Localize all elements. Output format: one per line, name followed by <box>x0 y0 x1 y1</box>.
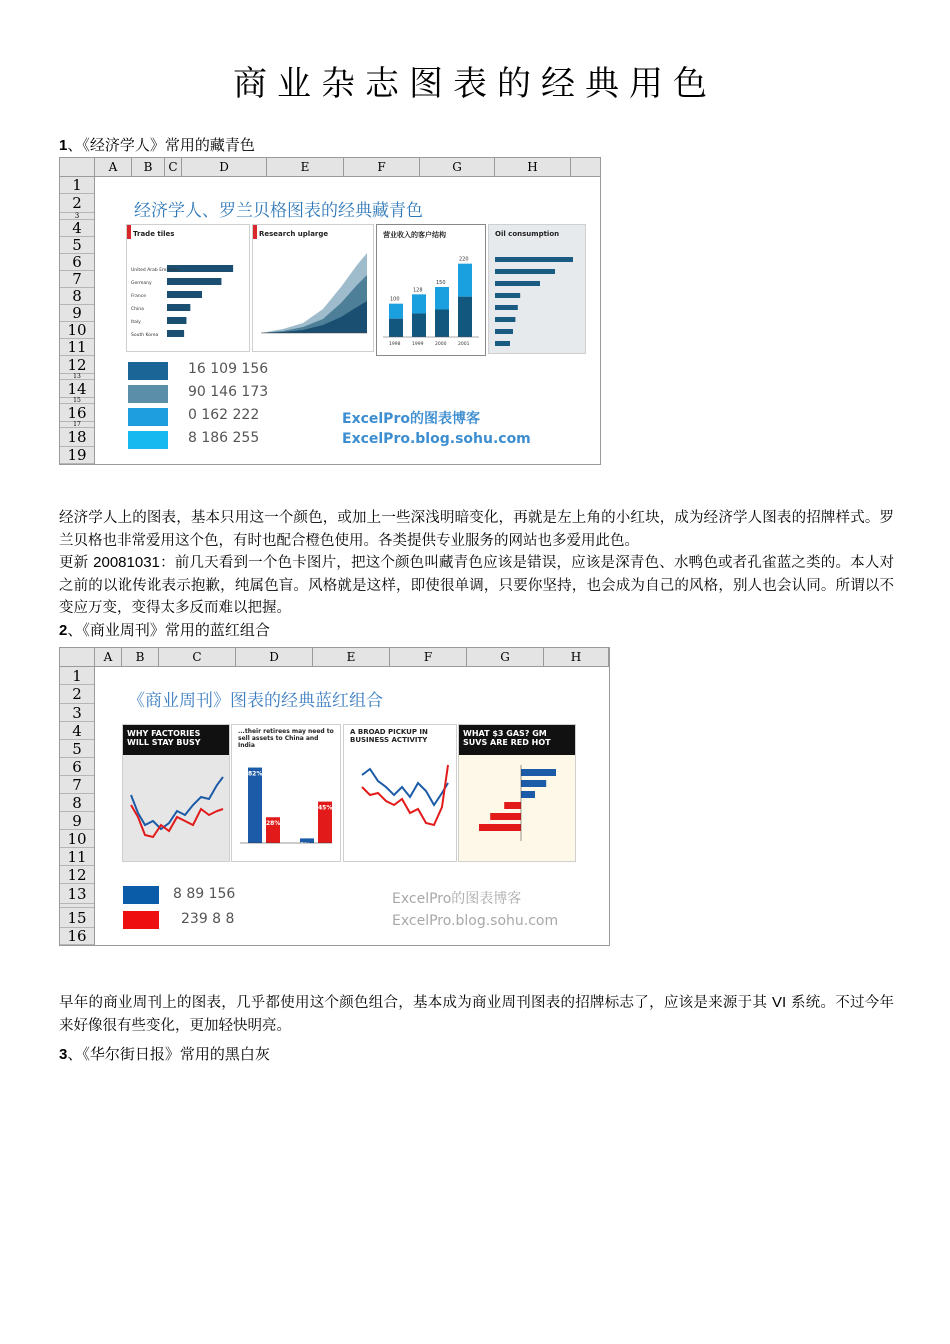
page-title: 商业杂志图表的经典用色 <box>233 64 717 104</box>
oil-bar <box>495 269 555 274</box>
bar-value: 82% <box>248 770 263 778</box>
color-swatch <box>128 385 168 403</box>
thumbnail-title: Oil consumption <box>495 230 560 238</box>
suv-bar <box>521 791 535 798</box>
column-top <box>412 294 426 313</box>
watermark-blog-name: ExcelPro的图表博客 <box>392 891 522 907</box>
bar-value: 5% <box>300 841 311 849</box>
thumbnail-title: Research uplarge <box>259 230 329 238</box>
column-top <box>389 304 403 319</box>
column-label: 2001 <box>458 342 470 347</box>
column-value: 150 <box>436 280 446 286</box>
oil-bars <box>489 225 585 353</box>
column-bottom <box>389 319 403 337</box>
color-swatch <box>128 431 168 449</box>
oil-bar <box>495 341 510 346</box>
trade-bar <box>167 304 190 311</box>
column-header: G <box>420 158 495 176</box>
column-header: B <box>122 648 159 666</box>
swatch-rgb-label: 8 186 255 <box>188 430 260 446</box>
update-date: 20081031 <box>93 554 160 571</box>
row-header: 19 <box>60 447 94 464</box>
section-title: 、《商业周刊》常用的蓝红组合 <box>67 621 270 639</box>
oil-bar <box>495 305 518 310</box>
oil-bar <box>495 293 520 298</box>
trade-bar <box>167 278 221 285</box>
row-header: 3 <box>60 213 94 220</box>
column-header-row <box>60 648 609 667</box>
oil-bar <box>495 317 515 322</box>
bar-value: 45% <box>318 804 333 812</box>
suv-bar <box>490 813 521 820</box>
thumbnail-title: ...their retirees may need to sell assets to China and India <box>238 728 334 749</box>
color-swatch <box>123 911 159 929</box>
column-bottom <box>435 310 449 338</box>
paragraph-text: 早年的商业周刊上的图表，几乎都使用这个颜色组合，基本成为商业周刊图表的招牌标志了，应该是来源于其 <box>59 995 772 1011</box>
column-value: 128 <box>413 287 423 294</box>
column-bottom <box>458 297 472 337</box>
column-header: A <box>95 648 122 666</box>
color-swatch <box>128 408 168 426</box>
trade-bar <box>167 317 186 324</box>
column-header: E <box>313 648 390 666</box>
row-header: 10 <box>60 322 94 339</box>
column-label: 1999 <box>412 342 424 347</box>
column-header: H <box>495 158 571 176</box>
revenue-structure-thumbnail <box>376 224 486 356</box>
column-header: F <box>344 158 420 176</box>
trade-bar-label: South Korea <box>131 333 159 338</box>
thumbnail-title: WHAT $3 GAS? GM SUVS ARE RED HOT <box>459 725 575 755</box>
business-activity-thumbnail <box>343 724 457 862</box>
swatch-rgb-label: 16 109 156 <box>188 361 269 377</box>
economist-figure <box>59 157 601 465</box>
color-swatch <box>123 886 159 904</box>
row-header: 2 <box>60 194 94 213</box>
watermark-blog-url: ExcelPro.blog.sohu.com <box>392 913 559 929</box>
update-text: ：前几天看到一个色卡图片，把这个颜色叫藏青色应该是错误，应该是深青色、水鸭色或者孔雀蓝之类的。本人对之前的以讹传讹表示抱歉，纯属色盲。风格就是这样，即使很单调，只要你坚持，也会成为自己的风格，别人也会认同。所谓以不变应万变，变得太多反而难以把握。 <box>59 555 894 616</box>
column-label: 2000 <box>435 342 447 347</box>
row-header: 9 <box>60 812 94 830</box>
factories-thumbnail <box>122 724 230 862</box>
paragraph-businessweek <box>59 992 894 1037</box>
line-chart <box>123 725 229 861</box>
section-3-heading <box>59 1043 270 1064</box>
thumbnail-title: 营业收入的客户结构 <box>383 231 446 239</box>
row-header: 4 <box>60 722 94 740</box>
swatch-rgb-label: 90 146 173 <box>188 384 269 400</box>
trade-bar-label: China <box>131 307 144 312</box>
section-number: 3 <box>59 1046 68 1063</box>
row-header: 5 <box>60 237 94 254</box>
row-header: 6 <box>60 254 94 271</box>
vi-term: VI <box>771 994 787 1011</box>
row-header-column <box>60 177 95 464</box>
column-header: G <box>467 648 544 666</box>
row-header: 14 <box>60 380 94 398</box>
row-header: 13 <box>60 374 94 380</box>
gm-suvs-thumbnail <box>458 724 576 862</box>
row-header: 7 <box>60 271 94 288</box>
trade-bar-label: Germany <box>131 281 152 286</box>
suv-bar <box>504 802 521 809</box>
column-label: 1998 <box>389 342 401 347</box>
column-header-row <box>60 158 600 177</box>
row-header: 15 <box>60 398 94 404</box>
trade-tiles-thumbnail <box>126 224 250 352</box>
trade-bar <box>167 291 202 298</box>
row-header: 16 <box>60 928 94 945</box>
row-header-column <box>60 667 95 945</box>
row-header: 17 <box>60 422 94 428</box>
stacked-columns <box>377 225 485 355</box>
section-title: 、《经济学人》常用的藏青色 <box>67 136 255 154</box>
row-header: 7 <box>60 776 94 794</box>
row-header: 4 <box>60 220 94 237</box>
row-header: 1 <box>60 177 94 194</box>
column-header: A <box>95 158 132 176</box>
trade-bar-label: France <box>131 294 146 299</box>
figure-title: 《商业周刊》图表的经典蓝红组合 <box>128 691 383 711</box>
area-chart <box>253 225 373 351</box>
bar-value: 28% <box>266 820 281 828</box>
section-1-heading <box>59 134 255 155</box>
section-title: 、《华尔街日报》常用的黑白灰 <box>67 1045 270 1063</box>
column-header: C <box>159 648 236 666</box>
thumbnail-title: Trade tiles <box>133 230 175 238</box>
row-header: 13 <box>60 884 94 904</box>
column-header: E <box>267 158 344 176</box>
trade-bar <box>167 330 184 337</box>
retirees-bars <box>232 725 340 861</box>
watermark-blog-url: ExcelPro.blog.sohu.com <box>342 431 531 447</box>
figure-title: 经济学人、罗兰贝格图表的经典藏青色 <box>134 201 423 221</box>
oil-bar <box>495 329 513 334</box>
watermark-blog-name: ExcelPro的图表博客 <box>342 411 480 427</box>
section-2-heading <box>59 619 270 640</box>
section-number: 1 <box>59 137 68 154</box>
businessweek-figure <box>59 647 610 946</box>
trade-tiles-bars <box>127 225 249 351</box>
row-header: 8 <box>60 794 94 812</box>
column-header: D <box>182 158 267 176</box>
row-header: 11 <box>60 339 94 356</box>
row-header: 11 <box>60 848 94 866</box>
swatch-rgb-label: 239 8 8 <box>181 911 235 927</box>
color-swatch <box>128 362 168 380</box>
column-header: D <box>236 648 313 666</box>
section-number: 2 <box>59 622 68 639</box>
retirees-thumbnail <box>231 724 341 862</box>
row-header: 10 <box>60 830 94 848</box>
line-chart <box>344 725 456 861</box>
oil-bar <box>495 257 573 262</box>
swatch-rgb-label: 0 162 222 <box>188 407 260 423</box>
row-header: 12 <box>60 356 94 374</box>
trade-bar-label: Italy <box>131 320 141 325</box>
oil-bar <box>495 281 540 286</box>
row-header: 3 <box>60 704 94 722</box>
suv-bar <box>521 780 546 787</box>
trade-bar-label: United Arab Emirates <box>131 268 180 273</box>
column-top <box>458 264 472 297</box>
column-top <box>435 287 449 310</box>
paragraph-economist: 经济学人上的图表，基本只用这一个颜色，或加上一些深浅明暗变化，再就是左上角的小红块，成为经济学人图表的招牌样式。罗兰贝格也非常爱用这个色，有时也配合橙色使用。各类提供专业服务的网站也多爱用此色。 <box>59 510 894 549</box>
oil-consumption-thumbnail <box>488 224 586 354</box>
paragraph-update <box>59 552 894 620</box>
bar-2000 <box>248 768 262 843</box>
row-header: 6 <box>60 758 94 776</box>
column-header: F <box>390 648 467 666</box>
row-header: 5 <box>60 740 94 758</box>
column-header: B <box>132 158 165 176</box>
row-header: 12 <box>60 866 94 884</box>
row-header: 8 <box>60 288 94 305</box>
thumbnail-title: WHY FACTORIES WILL STAY BUSY <box>123 725 229 755</box>
row-header: 18 <box>60 428 94 447</box>
row-header: 16 <box>60 404 94 422</box>
suv-bars <box>459 725 575 861</box>
row-header: 15 <box>60 908 94 928</box>
column-bottom <box>412 314 426 337</box>
paragraph-text: 系统。不过今年来好像很有些变化，更加轻快明亮。 <box>59 995 894 1034</box>
column-value: 100 <box>390 296 400 303</box>
column-header: H <box>544 648 609 666</box>
research-uplarge-thumbnail <box>252 224 374 352</box>
column-value: 220 <box>459 256 469 263</box>
thumbnail-title: A BROAD PICKUP IN BUSINESS ACTIVITY <box>350 728 428 744</box>
update-prefix: 更新 <box>59 555 94 571</box>
suv-bar <box>479 824 521 831</box>
row-header: 9 <box>60 305 94 322</box>
row-header: 1 <box>60 667 94 685</box>
row-header: 2 <box>60 685 94 704</box>
swatch-rgb-label: 8 89 156 <box>173 886 236 902</box>
column-header: C <box>165 158 182 176</box>
suv-bar <box>521 769 556 776</box>
